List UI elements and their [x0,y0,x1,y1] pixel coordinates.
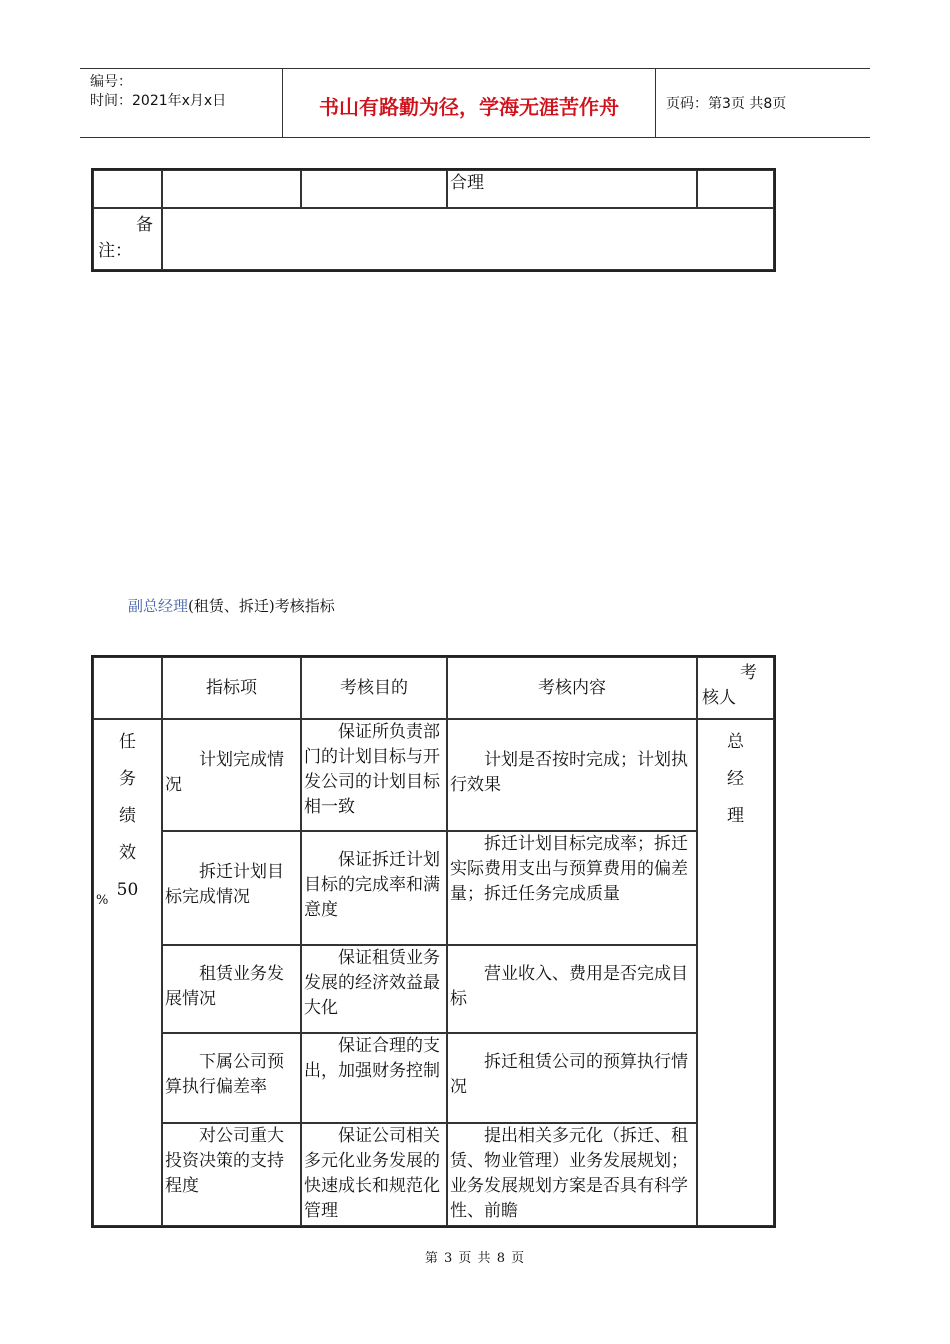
content-cell: 计划是否按时完成；计划执行效果 [447,719,697,831]
header-item-label: 指标项 [206,677,257,698]
header-cell-purpose [301,657,447,719]
purpose-cell: 保证合理的支出，加强财务控制 [301,1033,447,1123]
remark-label-cell [93,208,162,270]
time-label: 时间：2021年x月x日 [90,93,227,109]
table-cell [93,170,162,208]
purpose-cell: 保证公司相关多元化业务发展的快速成长和规范化管理 [301,1123,447,1226]
caption-title: 副总经理 [128,597,189,615]
assessor-cell [697,719,774,1226]
assessor-label-part1: 考 [740,663,757,683]
remark-row [93,208,774,270]
page-header [80,68,870,138]
header-cell-content [447,657,697,719]
header-meta [90,73,226,111]
category-cell [93,719,162,1226]
header-cell-item [162,657,301,719]
table-row [93,945,774,1033]
header-content-label: 考核内容 [538,677,606,698]
remark-cell [162,208,774,270]
item-cell: 拆迁计划目标完成情况 [162,831,301,945]
kpi-table [91,655,776,1228]
purpose-cell: 保证租赁业务发展的经济效益最大化 [301,945,447,1033]
table-caption [128,595,335,616]
category-char: 50 [116,880,139,900]
category-percent: % [96,893,109,908]
category-char: 绩 [119,806,136,826]
header-motto: 书山有路勤为径，学海无涯苦作舟 [319,95,619,119]
content-cell: 拆迁租赁公司的预算执行情况 [447,1033,697,1123]
item-cell: 下属公司预算执行偏差率 [162,1033,301,1123]
table-row [93,1033,774,1123]
remark-label-part1: 备 [136,215,153,235]
header-row [93,657,774,719]
table-row [93,831,774,945]
header-purpose-label: 考核目的 [340,677,408,698]
assessor-label-part2: 核人 [702,688,736,708]
item-cell: 计划完成情况 [162,719,301,831]
number-label: 编号： [90,74,132,90]
assessor-char: 理 [727,806,744,826]
content-cell: 营业收入、费用是否完成目标 [447,945,697,1033]
table-cell: 合理 [447,170,697,208]
content-cell: 提出相关多元化（拆迁、租赁、物业管理）业务发展规划；业务发展规划方案是否具有科学性、前瞻 [447,1123,697,1226]
header-divider [655,69,656,137]
continuation-table [91,168,776,272]
header-page-label: 页码：第3页 共8页 [666,96,787,112]
category-char: 效 [119,843,136,863]
remark-label-part2: 注： [98,241,132,261]
assessor-char: 经 [727,769,744,789]
caption-subtitle: (租赁、拆迁)考核指标 [188,597,335,615]
purpose-cell: 保证所负责部门的计划目标与开发公司的计划目标相一致 [301,719,447,831]
category-char: 务 [119,769,136,789]
table-cell [162,170,301,208]
assessor-char: 总 [727,732,744,752]
item-cell: 租赁业务发展情况 [162,945,301,1033]
table-cell [301,170,447,208]
table-cell [697,170,774,208]
content-cell: 拆迁计划目标完成率；拆迁实际费用支出与预算费用的偏差量；拆迁任务完成质量 [447,831,697,945]
item-cell: 对公司重大投资决策的支持程度 [162,1123,301,1226]
purpose-cell: 保证拆迁计划目标的完成率和满意度 [301,831,447,945]
page-footer: 第 3 页 共 8 页 [424,1251,526,1266]
table-row [93,170,774,208]
table-row [93,719,774,831]
table-row [93,1123,774,1226]
header-cell-assessor [697,657,774,719]
header-cell-blank [93,657,162,719]
category-char: 任 [119,732,136,752]
